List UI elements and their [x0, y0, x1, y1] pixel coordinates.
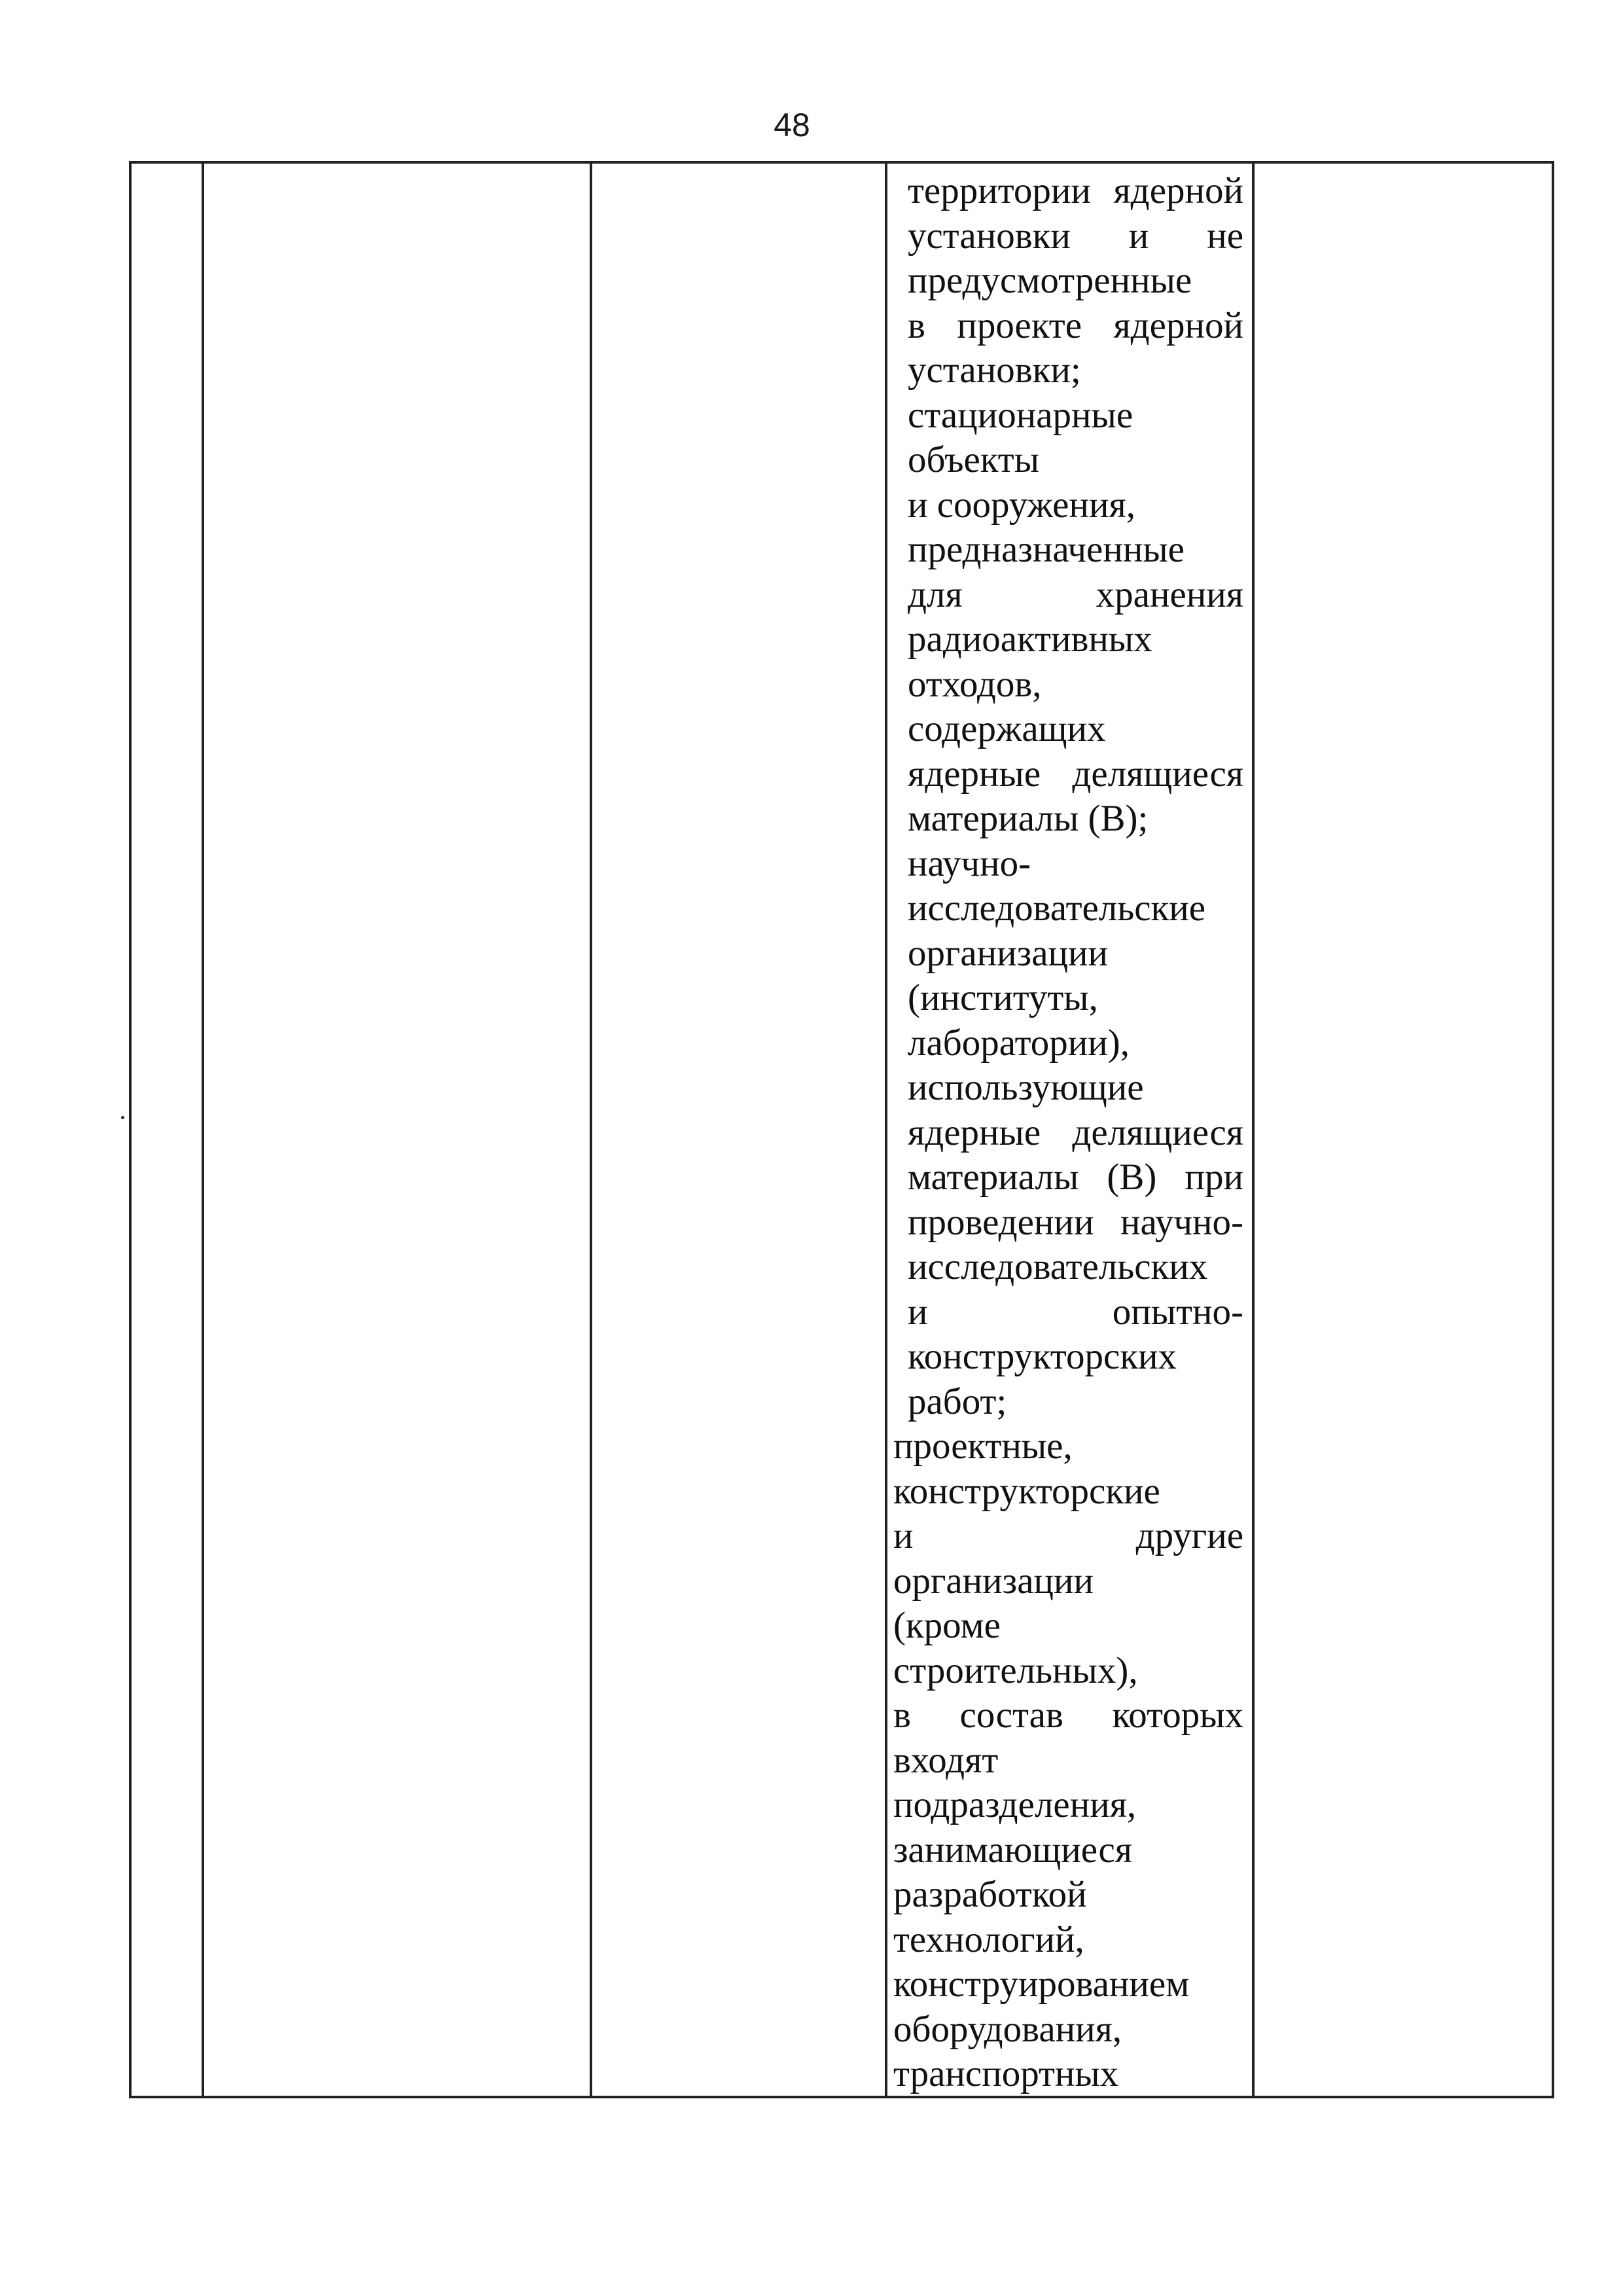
text-line: (кроме [893, 1605, 1001, 1646]
text-line: использующие [908, 1067, 1144, 1108]
column-divider [202, 164, 204, 2096]
column-divider [590, 164, 592, 2096]
text-line: материалы (В); [908, 798, 1149, 839]
word: ядерные [908, 753, 1041, 795]
word: для [908, 573, 963, 615]
word: и [908, 1291, 928, 1333]
text-line: исследовательских [908, 1246, 1208, 1287]
word: хранения [1096, 573, 1243, 615]
text-line [893, 1514, 1243, 1559]
text-line: технологий, [893, 1918, 1084, 1960]
word: делящиеся [1072, 753, 1243, 795]
text-line: исследовательские [908, 888, 1206, 929]
word: проекте [957, 304, 1082, 346]
text-line [893, 752, 1243, 797]
text-line [893, 214, 1243, 259]
scan-speck [121, 1116, 124, 1119]
text-line: установки; [908, 350, 1081, 391]
text-line: организации [893, 1560, 1094, 1602]
text-line: стационарные [908, 394, 1133, 436]
word: в [908, 304, 925, 346]
text-line [893, 1200, 1243, 1246]
word: и [893, 1515, 914, 1556]
text-line: научно- [908, 842, 1031, 884]
text-line: и сооружения, [908, 484, 1135, 526]
document-table [129, 161, 1554, 2098]
text-line: входят [893, 1739, 999, 1781]
column-divider [1252, 164, 1255, 2096]
page-number: 48 [774, 107, 810, 143]
word: ядерной [1113, 170, 1243, 211]
text-line: организации [908, 932, 1109, 974]
text-line: конструкторские [893, 1470, 1160, 1512]
text-line: лаборатории), [908, 1022, 1130, 1064]
text-line: радиоактивных [908, 619, 1152, 660]
text-line: предназначенные [908, 529, 1185, 570]
text-line: объекты [908, 439, 1040, 480]
text-line [893, 304, 1243, 349]
table-cell-text [893, 169, 1243, 2097]
text-line: оборудования, [893, 2008, 1122, 2050]
word: не [1207, 215, 1243, 257]
word: проведении [908, 1201, 1094, 1243]
word: состав [959, 1695, 1063, 1736]
text-line [893, 573, 1243, 618]
text-line: транспортных [893, 2053, 1119, 2094]
word: при [1185, 1157, 1243, 1198]
text-line [893, 169, 1243, 214]
text-line [893, 1693, 1243, 1738]
word: территории [908, 170, 1091, 211]
word: которых [1112, 1695, 1243, 1736]
text-line: строительных), [893, 1649, 1138, 1691]
column-divider [885, 164, 887, 2096]
text-line: проектные, [893, 1426, 1073, 1467]
text-line [893, 1290, 1243, 1335]
text-line: работ; [908, 1380, 1007, 1422]
word: ядерные [908, 1111, 1041, 1153]
text-line [893, 1155, 1243, 1200]
word: материалы [908, 1157, 1079, 1198]
text-line [893, 1111, 1243, 1156]
word: и [1128, 215, 1149, 257]
text-line: (институты, [908, 977, 1098, 1018]
text-line: отходов, [908, 663, 1042, 705]
text-line: конструкторских [908, 1336, 1177, 1377]
text-line: конструированием [893, 1964, 1190, 2005]
text-line: содержащих [908, 708, 1106, 749]
word: установки [908, 215, 1071, 257]
text-line: предусмотренные [908, 260, 1192, 301]
text-line: подразделения, [893, 1784, 1137, 1825]
word: в [893, 1695, 911, 1736]
word: научно- [1120, 1201, 1243, 1243]
word: делящиеся [1072, 1111, 1243, 1153]
word: (В) [1107, 1157, 1157, 1198]
text-line: разработкой [893, 1874, 1087, 1915]
word: ядерной [1113, 304, 1243, 346]
word: другие [1135, 1515, 1243, 1556]
word: опытно- [1112, 1291, 1243, 1333]
text-line: занимающиеся [893, 1829, 1133, 1871]
